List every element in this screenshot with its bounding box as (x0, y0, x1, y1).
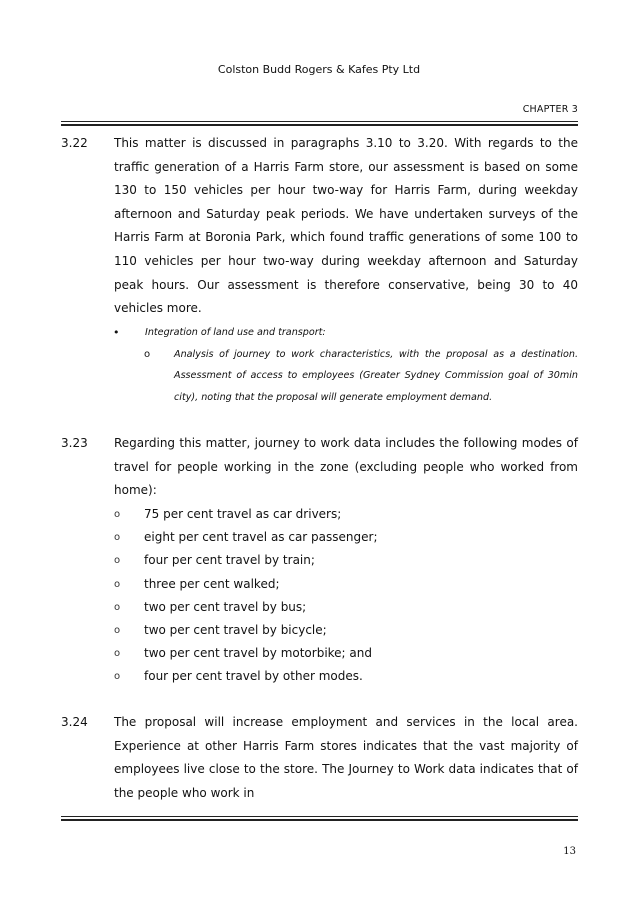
paragraph-number: 3.23 (61, 436, 88, 450)
list-marker: o (114, 532, 121, 544)
footer-rule (61, 816, 578, 821)
bullet-marker: • (113, 326, 120, 339)
list-item (61, 549, 578, 572)
list-marker: o (114, 671, 121, 683)
list-item (61, 573, 578, 596)
paragraph-text: Regarding this matter, journey to work data includes the following modes of travel for people working in the zone (excluding people who worked from home): (114, 436, 578, 498)
list-item (61, 619, 578, 642)
list-item-text: four per cent travel by train; (144, 553, 315, 568)
sub-list-item (61, 344, 578, 409)
list-item (61, 596, 578, 619)
paragraph-3-24 (61, 711, 578, 805)
list-item (61, 322, 578, 344)
list-marker: o (114, 555, 121, 567)
list-item (61, 503, 578, 526)
list-marker: o (114, 648, 121, 660)
header-rule (61, 121, 578, 126)
travel-modes-list (61, 503, 578, 689)
paragraph-3-22 (61, 132, 578, 321)
list-item-text: four per cent travel by other modes. (144, 669, 363, 684)
list-item-text: two per cent travel by motorbike; and (144, 646, 372, 661)
paragraph-3-23 (61, 432, 578, 503)
paragraph-number: 3.22 (61, 136, 88, 150)
list-marker: o (114, 578, 121, 590)
paragraph-text: This matter is discussed in paragraphs 3.10 to 3.20. With regards to the traffic generation of a Harris Farm store, our assessment is based on some 130 to 150 vehicles per hour two-way for Harris Farm, during weekday afternoon and Saturday peak periods. We have undertaken surveys of the Harris Farm at Boronia Park, which found traffic generations of some 100 to 110 vehicles per hour two-way during weekday afternoon and Saturday peak hours. Our assessment is therefore conservative, being 30 to 40 vehicles more. (114, 136, 578, 316)
sub-bullet-marker: o (144, 348, 151, 360)
list-item-text: three per cent walked; (144, 576, 280, 591)
paragraph-text: The proposal will increase employment and services in the local area. Experience at other Harris Farm stores indicates that the vast majority of employees live close to the store. The Journey to Work data indicates that of the people who work in (114, 715, 578, 800)
sub-bullet-text: Analysis of journey to work characteristics, with the proposal as a destination. Assessment of access to employees (Greater Sydney Commission goal of 30min city), noting that the proposal will generate employment demand. (174, 348, 578, 403)
bullet-heading: Integration of land use and transport: (145, 327, 326, 338)
chapter-label: CHAPTER 3 (522, 104, 578, 115)
list-item (61, 642, 578, 665)
bullet-list (61, 322, 578, 408)
list-item-text: eight per cent travel as car passenger; (144, 530, 378, 545)
page-number: 13 (563, 846, 576, 857)
list-item (61, 526, 578, 549)
paragraph-number: 3.24 (61, 715, 88, 729)
list-marker: o (114, 625, 121, 637)
list-item (61, 665, 578, 688)
list-marker: o (114, 509, 121, 520)
list-item-text: 75 per cent travel as car drivers; (144, 507, 342, 521)
company-name: Colston Budd Rogers & Kafes Pty Ltd (217, 63, 421, 76)
list-item-text: two per cent travel by bus; (144, 599, 307, 614)
list-marker: o (114, 601, 121, 613)
list-item-text: two per cent travel by bicycle; (144, 623, 327, 638)
